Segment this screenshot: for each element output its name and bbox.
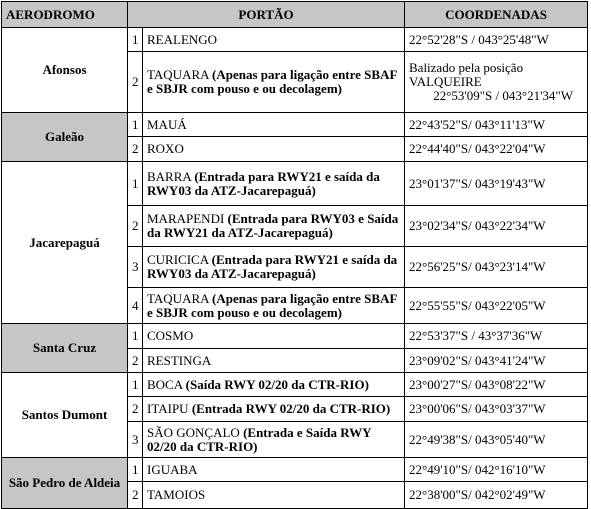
coordinates-cell xyxy=(405,52,588,113)
gate-name: RESTINGA xyxy=(147,352,212,368)
gate-note: (Saída RWY 02/20 da CTR-RIO) xyxy=(185,376,369,392)
coordinates-value: 23°01'37"S/ 043°19'43"W xyxy=(409,175,546,191)
gate-name: TAQUARA xyxy=(147,67,209,82)
table-row xyxy=(2,324,588,349)
gate-cell xyxy=(143,458,405,482)
table-header-row xyxy=(2,2,588,28)
aerodromo-cell: Santa Cruz xyxy=(2,324,128,373)
gate-cell xyxy=(143,422,405,458)
gate-number: 1 xyxy=(128,373,143,397)
gate-number: 1 xyxy=(128,113,143,137)
coordinates-value: 22°49'38"S/ 043°05'40"W xyxy=(409,431,546,447)
gate-name: IGUABA xyxy=(147,461,198,477)
table-row xyxy=(2,458,588,482)
gate-name: REALENGO xyxy=(147,31,218,47)
coordinates-cell xyxy=(405,397,588,422)
coordinates-cell xyxy=(405,28,588,52)
table-row xyxy=(2,162,588,206)
gate-name: BOCA xyxy=(147,376,183,392)
gate-number: 4 xyxy=(128,288,143,324)
coordinates-cell xyxy=(405,247,588,288)
gate-number: 3 xyxy=(128,247,143,288)
gate-number: 1 xyxy=(128,324,143,349)
gate-number: 2 xyxy=(128,206,143,247)
coordinates-cell xyxy=(405,458,588,482)
table-row xyxy=(2,373,588,397)
coordinates-value: 22°43'52"S/ 043°11'13"W xyxy=(409,116,546,132)
gate-number: 1 xyxy=(128,162,143,206)
gate-note: (Entrada RWY 02/20 da CTR-RIO) xyxy=(191,401,391,416)
aerodrome-gates-table xyxy=(1,1,588,509)
coordinates-cell xyxy=(405,162,588,206)
coordinates-cell xyxy=(405,113,588,137)
gate-name: ROXO xyxy=(147,141,184,156)
gate-cell xyxy=(143,349,405,373)
coordinates-value: 22°55'55"S/ 043°22'05"W xyxy=(409,297,546,313)
gate-number: 1 xyxy=(128,458,143,482)
gate-name: SÃO GONÇALO xyxy=(147,424,240,440)
gate-name: MAUÁ xyxy=(147,116,187,132)
gate-cell xyxy=(143,288,405,324)
gate-note: (Apenas para ligação entre SBAF e SBJR com pouso e ou decolagem) xyxy=(147,290,397,320)
coordinates-value: 23°00'27"S/ 043°08'22"W xyxy=(409,376,546,392)
aerodromo-cell: São Pedro de Aldeia xyxy=(2,458,128,509)
aerodromo-cell: Santos Dumont xyxy=(2,373,128,458)
gate-number: 3 xyxy=(128,422,143,458)
gate-note: (Apenas para ligação entre SBAF e SBJR com pouso e ou decolagem) xyxy=(147,67,397,96)
coordinates-value: 22°53'09"S / 043°21'34"W xyxy=(433,88,573,103)
header-coordenadas: COORDENADAS xyxy=(405,2,588,28)
table-body xyxy=(2,28,588,509)
gate-cell xyxy=(143,28,405,52)
gate-number: 2 xyxy=(128,137,143,162)
gate-note: (Entrada e Saída RWY 02/20 da CTR-RIO) xyxy=(147,424,372,454)
gate-number: 2 xyxy=(128,52,143,113)
gate-cell xyxy=(143,373,405,397)
coordinates-value: 22°49'10"S/ 042°16'10"W xyxy=(409,461,546,477)
gate-cell xyxy=(143,137,405,162)
gate-name: BARRA xyxy=(147,168,192,184)
gate-note: (Entrada para RWY21 e saída da RWY03 da ATZ-Jacarepaguá) xyxy=(147,252,398,281)
gate-cell xyxy=(143,324,405,349)
coordinates-cell xyxy=(405,349,588,373)
coordinates-cell xyxy=(405,288,588,324)
coordinates-value: 23°02'34"S/ 043°22'34"W xyxy=(409,218,546,233)
coordinates-cell xyxy=(405,422,588,458)
gate-name: COSMO xyxy=(147,328,194,343)
gate-cell xyxy=(143,397,405,422)
gate-name: MARAPENDI xyxy=(147,211,225,226)
coordinates-cell xyxy=(405,206,588,247)
coordinates-cell xyxy=(405,482,588,509)
coordinates-cell xyxy=(405,137,588,162)
gate-cell xyxy=(143,482,405,509)
gate-cell xyxy=(143,206,405,247)
aerodromo-cell: Jacarepaguá xyxy=(2,162,128,324)
coordinates-value: 23°00'06"S/ 043°03'37"W xyxy=(409,401,546,416)
coordinates-value: 23°09'02"S/ 043°41'24"W xyxy=(409,352,546,368)
aerodromo-cell: Galeão xyxy=(2,113,128,162)
gate-number: 1 xyxy=(128,28,143,52)
gate-number: 2 xyxy=(128,349,143,373)
aerodromo-cell: Afonsos xyxy=(2,28,128,113)
coordinates-value: 22°44'40"S/ 043°22'04"W xyxy=(409,141,546,156)
coordinates-value: 22°56'25"S/ 043°23'14"W xyxy=(409,259,546,274)
gate-number: 2 xyxy=(128,397,143,422)
coordinates-value: 22°53'37"S / 43°37'36"W xyxy=(409,328,543,343)
coordinates-cell xyxy=(405,324,588,349)
gate-cell xyxy=(143,52,405,113)
gate-cell xyxy=(143,247,405,288)
table-row xyxy=(2,28,588,52)
header-portao: PORTÃO xyxy=(128,2,405,28)
gate-name: TAMOIOS xyxy=(147,487,206,502)
gate-note: (Entrada para RWY03 e Saída da RWY21 da ATZ-Jacarepaguá) xyxy=(147,211,399,240)
gate-name: ITAIPU xyxy=(147,401,189,416)
table-row xyxy=(2,113,588,137)
coordinates-value: 22°38'00"S/ 042°02'49"W xyxy=(409,487,546,502)
coordinates-cell xyxy=(405,373,588,397)
coordinates-note: Balizado pela posição VALQUEIRE xyxy=(409,60,524,89)
gate-number: 2 xyxy=(128,482,143,509)
gate-cell xyxy=(143,162,405,206)
gate-cell xyxy=(143,113,405,137)
gate-name: CURICICA xyxy=(147,252,209,267)
coordinates-value: 22°52'28"S / 043°25'48"W xyxy=(409,31,549,47)
gate-name: TAQUARA xyxy=(147,290,209,306)
header-aerodromo: AERODROMO xyxy=(2,2,128,28)
aerodrome-gates-document xyxy=(1,1,588,509)
gate-note: (Entrada para RWY21 e saída da RWY03 da ATZ-Jacarepaguá) xyxy=(147,168,380,198)
